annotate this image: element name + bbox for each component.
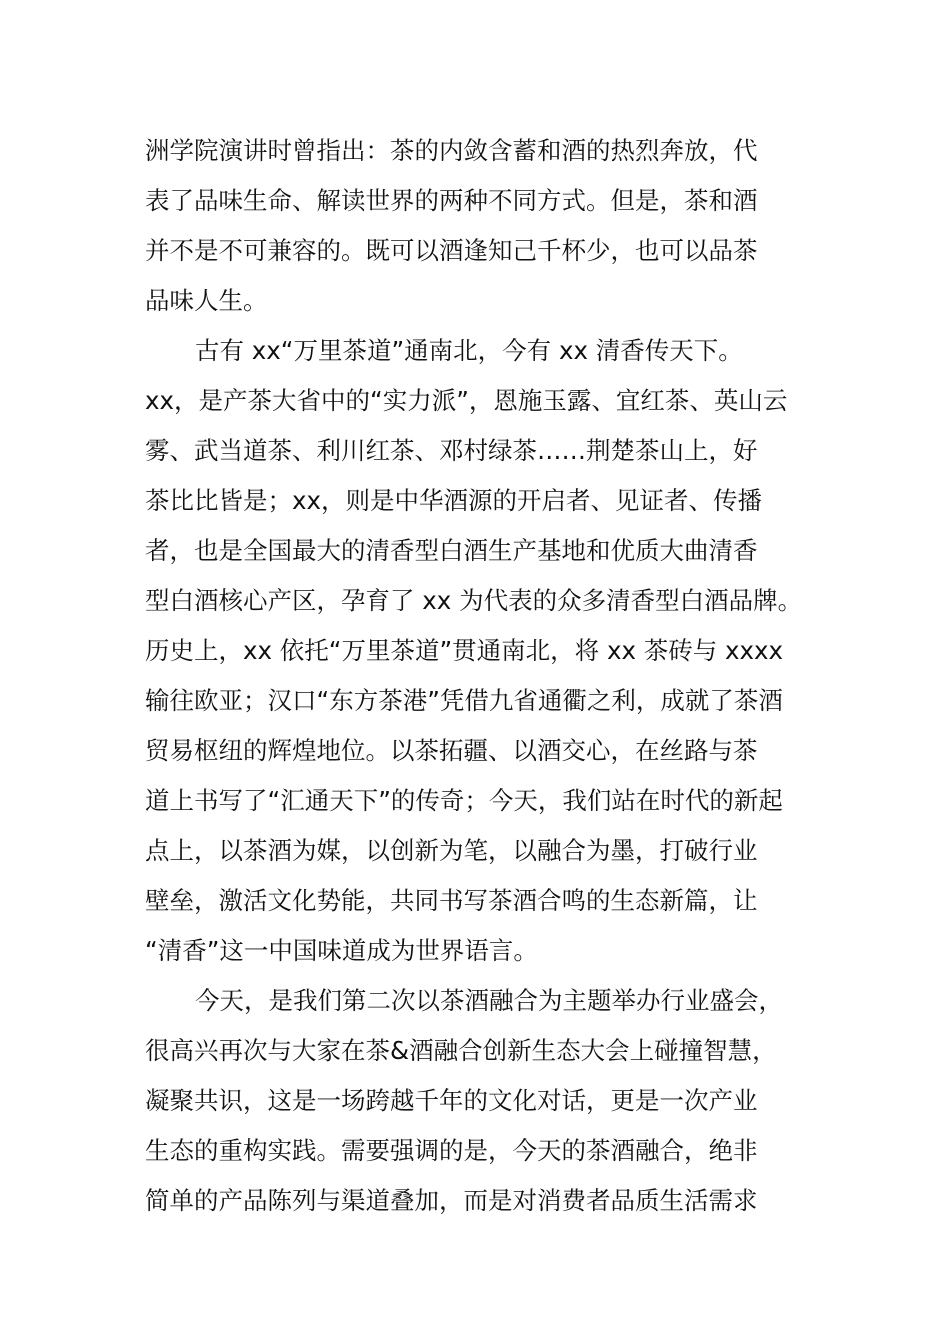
- text-line: 洲学院演讲时曾指出：茶的内敛含蓄和酒的热烈奔放，代: [145, 136, 758, 165]
- text-line: 简单的产品陈列与渠道叠加，而是对消费者品质生活需求: [145, 1186, 758, 1215]
- text-line: 并不是不可兼容的。既可以酒逢知己千杯少，也可以品茶: [145, 236, 758, 265]
- text-line: 表了品味生命、解读世界的两种不同方式。但是，茶和酒: [145, 186, 758, 215]
- text-line: xx，是产茶大省中的“实力派”，恩施玉露、宜红茶、英山云: [145, 386, 788, 415]
- text-line: 凝聚共识，这是一场跨越千年的文化对话，更是一次产业: [145, 1086, 758, 1115]
- text-line: “清香”这一中国味道成为世界语言。: [145, 936, 538, 965]
- paragraph-3: [145, 976, 835, 1226]
- text-line: 型白酒核心产区，孕育了 xx 为代表的众多清香型白酒品牌。: [145, 586, 803, 615]
- text-line: 历史上，xx 依托“万里茶道”贯通南北，将 xx 茶砖与 xxxx: [145, 636, 784, 665]
- text-line: 壁垒，激活文化势能，共同书写茶酒合鸣的生态新篇，让: [145, 886, 758, 915]
- text-line: 古有 xx“万里茶道”通南北，今有 xx 清香传天下。: [195, 336, 743, 365]
- text-line: 贸易枢纽的辉煌地位。以茶拓疆、以酒交心，在丝路与茶: [145, 736, 758, 765]
- text-line: 很高兴再次与大家在茶&酒融合创新生态大会上碰撞智慧，: [145, 1036, 777, 1065]
- text-line: 道上书写了“汇通天下”的传奇；今天，我们站在时代的新起: [145, 786, 783, 815]
- text-line: 者，也是全国最大的清香型白酒生产基地和优质大曲清香: [145, 536, 758, 565]
- paragraph-2: [145, 326, 835, 976]
- text-line: 点上，以茶酒为媒，以创新为笔，以融合为墨，打破行业: [145, 836, 758, 865]
- text-line: 生态的重构实践。需要强调的是，今天的茶酒融合，绝非: [145, 1136, 758, 1165]
- text-line: 雾、武当道茶、利川红茶、邓村绿茶……荆楚茶山上，好: [145, 436, 758, 465]
- document-body: [145, 126, 835, 1226]
- text-line: 输往欧亚；汉口“东方茶港”凭借九省通衢之利，成就了茶酒: [145, 686, 783, 715]
- text-line: 今天，是我们第二次以茶酒融合为主题举办行业盛会，: [195, 986, 783, 1015]
- paragraph-1: [145, 126, 835, 326]
- text-line: 品味人生。: [145, 286, 268, 315]
- text-line: 茶比比皆是；xx，则是中华酒源的开启者、见证者、传播: [145, 486, 762, 515]
